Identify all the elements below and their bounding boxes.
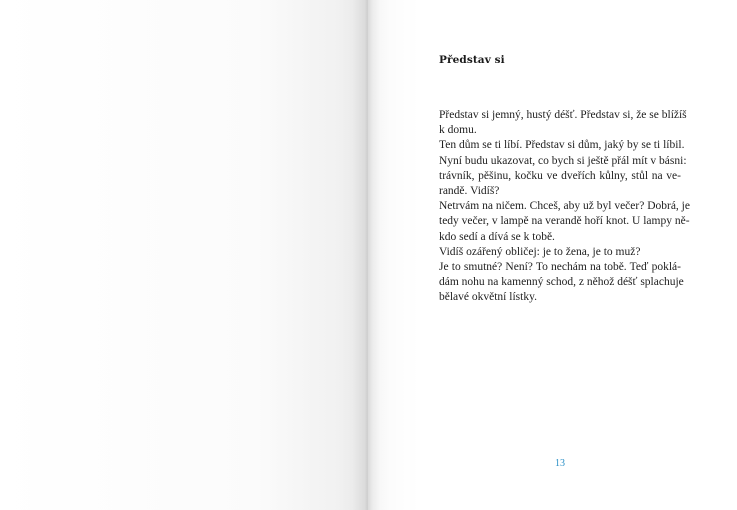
left-page-blank	[0, 0, 368, 510]
poem-line: Ten dům se ti líbí. Představ si dům, jaký by se ti líbil.	[439, 139, 685, 152]
poem-line: bělavé okvětní lístky.	[439, 291, 537, 304]
poem-line: randě. Vidíš?	[439, 185, 500, 198]
poem-line: Vidíš ozářený obličej: je to žena, je to muž?	[439, 245, 641, 258]
poem-line: kdo sedí a dívá se k tobě.	[439, 230, 555, 243]
poem-line: dám nohu na kamenný schod, z něhož déšť splachuje	[439, 276, 684, 289]
poem-line: Netrvám na ničem. Chceš, aby už byl večer? Dobrá, je	[439, 200, 690, 213]
poem-line: Představ si jemný, hustý déšť. Představ si, že se blížíš	[439, 109, 687, 121]
poem-line: k domu.	[439, 124, 477, 137]
page-title: Představ si	[439, 54, 505, 66]
poem-line: tedy večer, v lampě na verandě hoří knot. U lampy ně-	[439, 215, 690, 228]
book-gutter	[352, 0, 380, 510]
poem-line: trávník, pěšinu, kočku ve dveřích kůlny, stůl na ve-	[439, 169, 681, 182]
poem-line: Nyní budu ukazovat, co bych si ještě přál mít v básni:	[439, 154, 687, 167]
poem-line: Je to smutné? Není? To nechám na tobě. Teď poklá-	[439, 261, 681, 274]
page-number: 13	[555, 458, 565, 469]
poem-text	[439, 108, 690, 306]
